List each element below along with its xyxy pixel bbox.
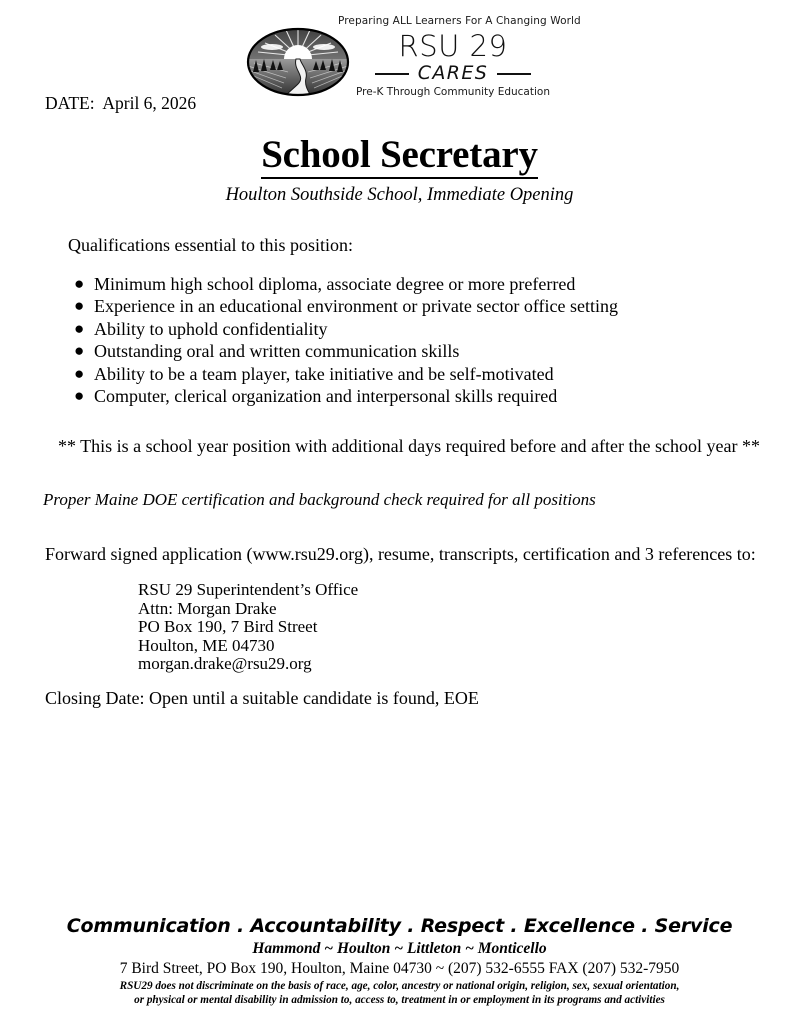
address-line: RSU 29 Superintendent’s Office: [138, 580, 359, 599]
page-subtitle: Houlton Southside School, Immediate Opening: [225, 185, 574, 205]
list-item-label: Experience in an educational environment or private sector office setting: [94, 296, 618, 317]
address-line: morgan.drake@rsu29.org: [138, 654, 312, 674]
address-line: Attn: Morgan Drake: [138, 598, 277, 618]
address-line: Houlton, ME 04730: [138, 635, 275, 655]
page-title: School Secretary: [261, 134, 538, 179]
list-item: [68, 273, 748, 295]
cares-rule-right: [497, 73, 531, 75]
bullet-icon: ●: [74, 274, 85, 293]
address-line: PO Box 190, 7 Bird Street: [138, 617, 318, 637]
list-item: [68, 318, 748, 340]
school-year-note: ** This is a school year position with additional days required before and after the school year **: [58, 436, 760, 456]
list-item-label: Computer, clerical organization and interpersonal skills required: [94, 386, 558, 407]
bullet-icon: ●: [74, 363, 85, 383]
district-logo-icon: [246, 26, 350, 98]
bullet-icon: ●: [74, 341, 85, 361]
footer-nondiscrimination: [0, 980, 799, 1007]
page-footer: [0, 915, 799, 1007]
footer-core-values: Communication . Accountability . Respect . Excellence . Service: [66, 915, 733, 937]
list-item: [68, 340, 748, 362]
bullet-icon: ●: [74, 296, 85, 316]
list-item-label: Ability to uphold confidentiality: [94, 318, 328, 339]
letterhead-text: [338, 14, 581, 99]
certification-note: Proper Maine DOE certification and background check required for all positions: [43, 490, 596, 509]
forward-instructions: Forward signed application (www.rsu29.org), resume, transcripts, certification and 3 references to:: [45, 544, 756, 564]
cares-word: CARES: [417, 62, 489, 84]
qualifications-heading: Qualifications essential to this position:: [68, 235, 353, 255]
bullet-icon: ●: [74, 386, 85, 406]
district-name: RSU 29: [398, 29, 508, 63]
district-tagline-top: Preparing ALL Learners For A Changing World: [338, 15, 581, 27]
cares-rule-left: [375, 73, 409, 75]
date-line: DATE: April 6, 2026: [45, 93, 197, 113]
district-tagline-bottom: Pre-K Through Community Education: [356, 86, 550, 98]
list-item-label: Outstanding oral and written communication skills: [94, 341, 460, 362]
footer-eeo-line-2: or physical or mental disability in admission to, access to, treatment in or employment in its programs and activities: [134, 993, 665, 1006]
list-item: [68, 363, 748, 385]
list-item-label: Ability to be a team player, take initiative and be self-motivated: [94, 363, 554, 384]
list-item: [68, 385, 748, 407]
qualifications-list: [68, 273, 748, 407]
list-item: [68, 295, 748, 317]
list-item-label: Minimum high school diploma, associate degree or more preferred: [94, 274, 576, 294]
contact-address-block: [138, 581, 358, 674]
bullet-icon: ●: [74, 318, 85, 338]
footer-towns: Hammond ~ Houlton ~ Littleton ~ Monticello: [252, 940, 547, 957]
cares-row: [338, 63, 568, 84]
footer-eeo-line-1: RSU29 does not discriminate on the basis of race, age, color, ancestry or national origin, religion, sex, sexual orientation,: [119, 980, 680, 992]
title-block: [0, 134, 799, 207]
footer-address: 7 Bird Street, PO Box 190, Houlton, Maine 04730 ~ (207) 532-6555 FAX (207) 532-7950: [119, 960, 680, 977]
closing-date-line: Closing Date: Open until a suitable candidate is found, EOE: [45, 688, 479, 708]
